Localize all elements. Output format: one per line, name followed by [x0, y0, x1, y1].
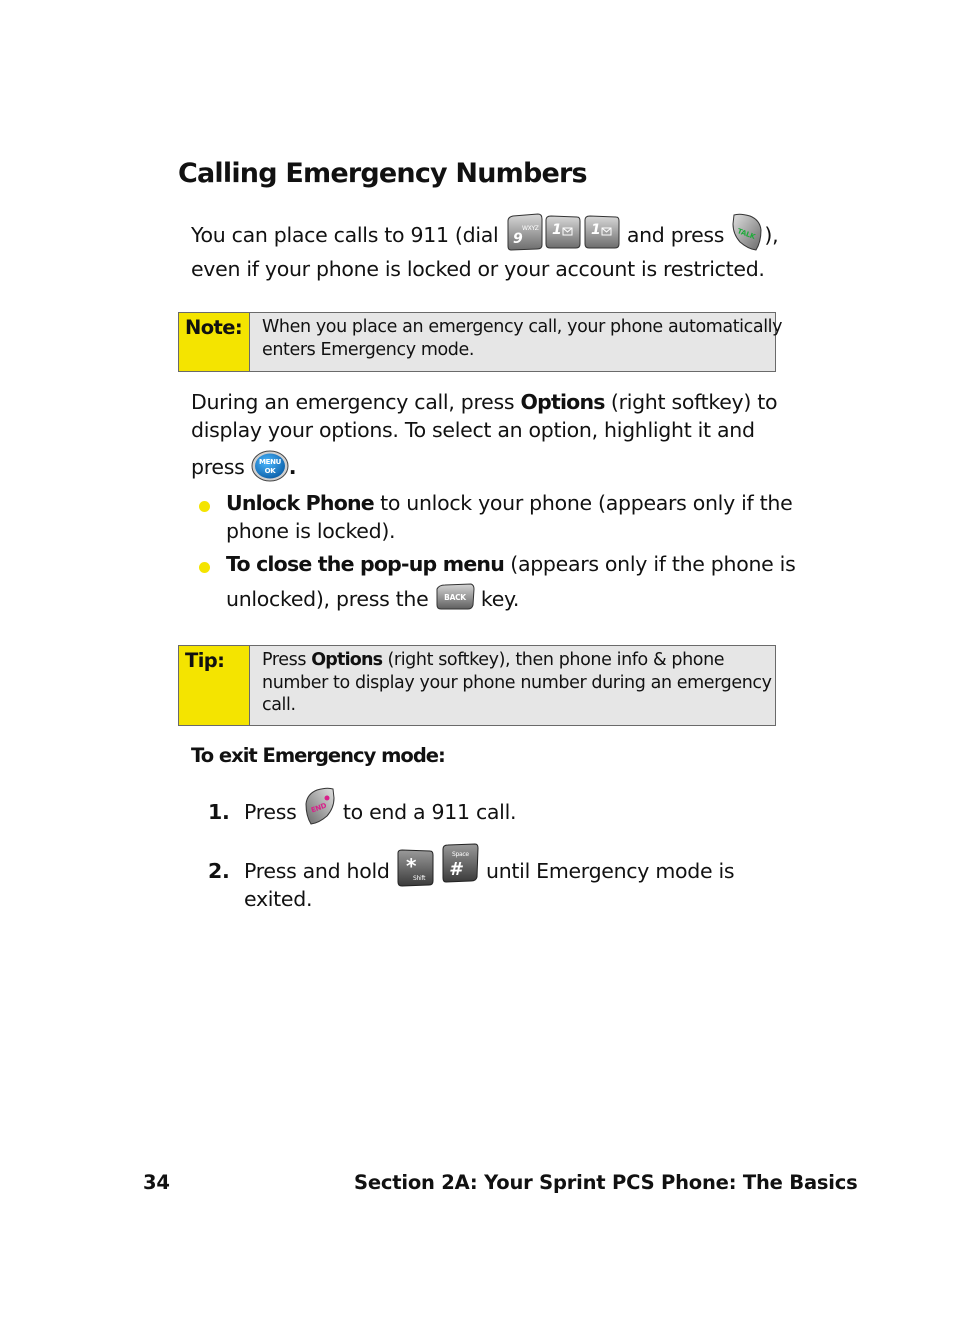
- page-number: 34: [143, 1171, 170, 1194]
- options-text-a: During an emergency call, press: [191, 390, 515, 414]
- back-key-label: BACK: [443, 593, 466, 602]
- exit-heading: To exit Emergency mode:: [191, 744, 445, 767]
- section-title: Section 2A: Your Sprint PCS Phone: The Basics: [354, 1171, 858, 1194]
- one-key-icon: [583, 214, 621, 250]
- pound-key-sub: Space: [451, 851, 469, 858]
- intro-text-c: ),: [764, 223, 779, 247]
- intro-text-b: and press: [626, 223, 725, 247]
- step-2-text-a: Press and hold: [244, 859, 390, 883]
- talk-key-icon: [730, 212, 764, 252]
- end-key-icon: [303, 786, 337, 826]
- tip-options-label: Options: [311, 650, 383, 670]
- step-2-text-b: until Emergency mode is: [486, 859, 735, 883]
- star-key-symbol: *: [405, 854, 416, 878]
- star-shift-key-icon: [396, 849, 434, 887]
- end-key-label: END: [309, 801, 328, 815]
- step-1-text-a: Press: [244, 800, 297, 824]
- options-press-text: press: [191, 455, 245, 479]
- bullet-2-bold: To close the pop-up menu: [226, 552, 505, 576]
- options-softkey-label: Options: [520, 390, 605, 414]
- options-line-3: [191, 451, 296, 484]
- options-text-c: (right softkey) to: [610, 390, 778, 414]
- step-1-number: 1.: [208, 800, 230, 824]
- step-2-line-2: exited.: [244, 887, 313, 911]
- tip-line-2: number to display your phone number during an emergency: [262, 672, 772, 693]
- bullet-2-line-1: [226, 548, 795, 581]
- options-period: .: [288, 455, 297, 479]
- step-2-line-1: [244, 851, 735, 888]
- star-key-sub: Shift: [412, 875, 425, 882]
- intro-line-2: even if your phone is locked or your account is restricted.: [191, 257, 765, 281]
- tip-text-c: (right softkey), then phone info & phone: [387, 650, 725, 670]
- one-key-digit: 1: [551, 222, 562, 238]
- menu-key-label: MENU: [258, 457, 281, 466]
- bullet-1-bold: Unlock Phone: [226, 491, 374, 515]
- bullet-2-text-b: key.: [480, 587, 520, 611]
- tip-body: [262, 649, 772, 717]
- options-line-2: display your options. To select an option, highlight it and: [191, 418, 755, 442]
- pound-space-key-icon: [440, 843, 480, 885]
- step-1-text: [244, 796, 516, 829]
- step-2-number: 2.: [208, 859, 230, 883]
- pound-key-symbol: #: [448, 859, 462, 880]
- bullet-2-text: (appears only if the phone is: [510, 552, 796, 576]
- step-1-text-b: to end a 911 call.: [342, 800, 517, 824]
- bullet-2-text-a: unlocked), press the: [226, 587, 429, 611]
- page-title: Calling Emergency Numbers: [178, 158, 587, 189]
- bullet-2-line-2: [226, 583, 519, 616]
- nine-key-digit: 9: [512, 231, 523, 247]
- bullet-icon: [199, 562, 210, 573]
- note-line-1: When you place an emergency call, your phone automatically: [262, 317, 783, 337]
- note-label: Note:: [179, 313, 250, 371]
- intro-line-1: [191, 219, 778, 252]
- nine-key-letters: WXYZ: [521, 225, 539, 232]
- bullet-1-line-2: phone is locked).: [226, 519, 396, 543]
- tip-box: [178, 645, 776, 726]
- bullet-1-text: to unlock your phone (appears only if the: [380, 491, 793, 515]
- ok-key-label: OK: [264, 466, 276, 475]
- tip-line-3: call.: [262, 695, 296, 715]
- bullet-icon: [199, 501, 210, 512]
- menu-ok-key-icon: [251, 450, 289, 482]
- back-key-icon: [435, 583, 475, 611]
- tip-line-1: [262, 649, 767, 672]
- note-body: [262, 316, 783, 361]
- intro-text-a: You can place calls to 911 (dial: [191, 223, 499, 247]
- one-key-icon: [544, 214, 582, 250]
- note-box: [178, 312, 783, 372]
- note-line-2: enters Emergency mode.: [262, 339, 475, 360]
- tip-text-a: Press: [262, 650, 307, 670]
- talk-key-label: TALK: [736, 227, 757, 241]
- nine-key-icon: [505, 213, 543, 251]
- one-key-digit: 1: [590, 222, 601, 238]
- tip-label: Tip:: [179, 646, 250, 725]
